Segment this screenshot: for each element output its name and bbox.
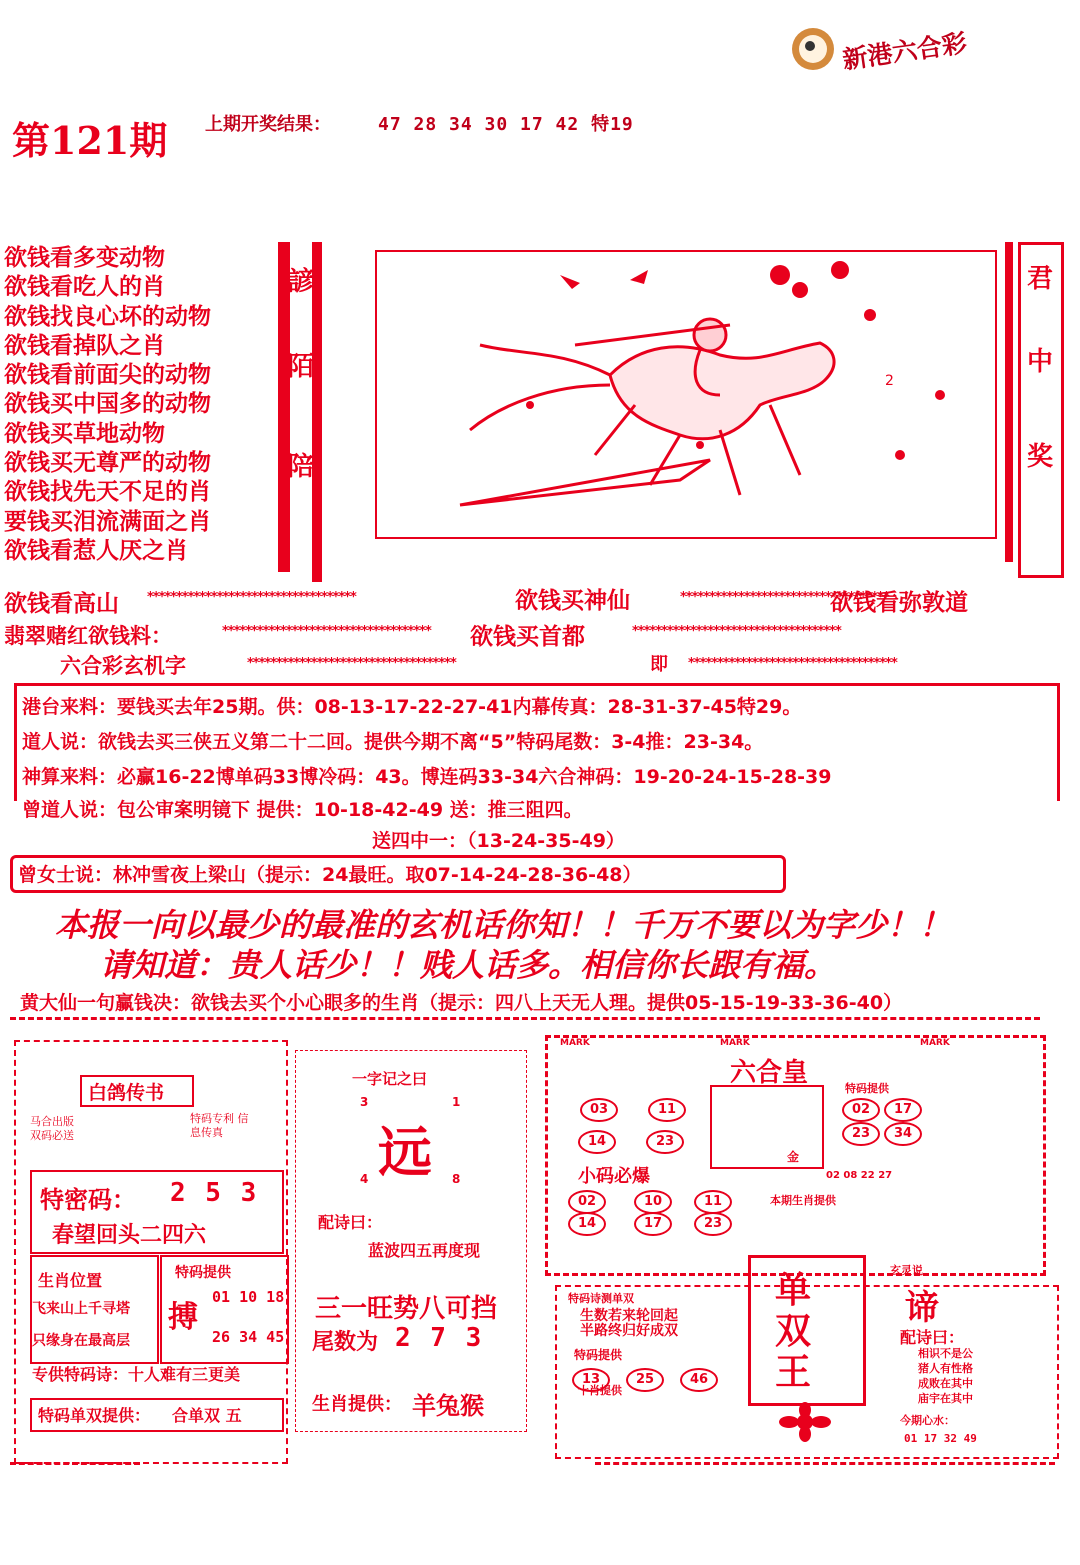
number-circle: 14 [578, 1130, 616, 1154]
number-circle: 25 [626, 1368, 664, 1392]
r-nums: 01 17 32 49 [904, 1432, 977, 1445]
r-line: 庙宇在其中 [918, 1392, 973, 1405]
riddle-item: 欲钱看多变动物 [4, 245, 165, 271]
stamp-text: 白鸽传书 [88, 1082, 165, 1104]
cut-line: 曾道人说：包公审案明镜下 提供：10-18-42-49 送：推三阻四。 [22, 799, 583, 821]
big-char-2: 双 [775, 1310, 812, 1352]
jade-label: 翡翠赌红欲钱料： [4, 624, 172, 648]
slogan-1: 本报一向以最少的最准的玄机话你知！！千万不要以为字少！！ [55, 906, 952, 944]
bottom-border-right [595, 1462, 1055, 1465]
mid-poem-label: 配诗曰： [318, 1213, 383, 1232]
number-circle: 11 [694, 1190, 732, 1214]
row-nums: 02 08 22 27 [826, 1170, 893, 1181]
horseman-illustration [380, 255, 990, 535]
gold-box [710, 1085, 824, 1169]
stars-row: ************************************ [680, 590, 889, 605]
banner-right-char: 君 [1026, 264, 1053, 294]
number-circle: 02 [842, 1098, 880, 1122]
sd-text-1: 生数若来轮回起 [580, 1308, 678, 1324]
mid-poem: 蓝波四五再度现 [368, 1241, 481, 1260]
tail-value: 2 7 3 [395, 1323, 484, 1353]
r-line: 成败在其中 [918, 1377, 973, 1390]
bo-char: 搏 [168, 1300, 198, 1335]
small-right-text: 特码专利 信息传真 [190, 1112, 249, 1139]
mid-num-4: 4 [360, 1172, 369, 1186]
mid-slogan: 三一旺势八可挡 [315, 1294, 498, 1324]
riddle-item: 欲钱看掉队之肖 [4, 332, 165, 359]
single-double-label: 特码单双提供： [38, 1406, 151, 1425]
number-circle: 10 [634, 1190, 672, 1214]
shensuan-line: 神算来料：必赢16-22博单码33博冷码：43。博连码33-34六合神码：19-20-24-15-28-39 [22, 766, 832, 788]
sd-label: 特码诗测单双 [568, 1292, 634, 1305]
slogan-2: 请知道：贵人话少！！贱人话多。相信你长跟有福。 [100, 946, 837, 984]
riddle-item: 欲钱买无尊严的动物 [4, 450, 211, 477]
riddle-item: 欲钱买中国多的动物 [4, 391, 211, 418]
mid-num-8: 8 [452, 1172, 461, 1186]
number-circle: 23 [842, 1122, 880, 1146]
sd-zodiac: 十肖提供 [578, 1384, 622, 1397]
big-char-3: 王 [775, 1351, 812, 1393]
number-circle: 03 [580, 1098, 618, 1122]
line-immortal: 欲钱买神仙 [515, 588, 630, 614]
r-title: 玄灵说 [890, 1264, 923, 1277]
mid-title: 一字记之曰 [352, 1070, 428, 1088]
mid-num-1: 1 [452, 1095, 461, 1109]
r-heart: 今期心水： [900, 1414, 955, 1427]
poem-line-2: 只缘身在最高层 [32, 1333, 130, 1349]
stars-row: ************************************ [222, 624, 431, 639]
pos-label: 生肖位置 [38, 1271, 103, 1290]
number-circle: 23 [694, 1212, 732, 1236]
tema-label: 特密码： [40, 1185, 136, 1214]
number-circle: 23 [646, 1130, 684, 1154]
r-line: 相识不是公 [918, 1347, 973, 1360]
banner-small-mark: 2 [885, 373, 894, 389]
number-circle: 46 [680, 1368, 718, 1392]
gold-char: 金 [787, 1150, 800, 1164]
mark-label: MARK [720, 1038, 750, 1048]
xuanji-end: 即 [650, 654, 668, 675]
riddle-item: 欲钱找先天不足的肖 [4, 479, 211, 506]
zodiac-value: 羊兔猴 [412, 1391, 484, 1420]
xuanji-label: 六合彩玄机字 [60, 654, 186, 678]
riddle-item: 欲钱看前面尖的动物 [4, 362, 211, 389]
riddle-item: 要钱买泪流满面之肖 [4, 508, 211, 535]
poem-line-1: 飞来山上千寻塔 [32, 1301, 130, 1317]
right-title: 六合皇 [730, 1058, 809, 1088]
line-capital: 欲钱买首都 [470, 624, 585, 650]
r-char: 谛 [905, 1288, 939, 1328]
tema-value: 2 5 3 [170, 1178, 259, 1208]
huang-line: 黄大仙一句赢钱决：欲钱去买个小心眼多的生肖（提示：四八上天无人理。提供05-15-19-33-36-40） [20, 992, 903, 1014]
banner-left-char: 陪 [287, 452, 314, 482]
r-line: 猪人有性格 [918, 1362, 973, 1375]
banner-left-char: 諺 [287, 267, 314, 297]
stars-row: ************************************ [147, 590, 356, 605]
stars-row: ************************************ [247, 656, 456, 671]
zodiac-label: 生肖提供： [312, 1394, 402, 1415]
brand-logo [790, 18, 1040, 78]
provide-nums-2: 26 34 45 [212, 1328, 285, 1346]
number-circle: 17 [884, 1098, 922, 1122]
sd-provide: 特码提供 [574, 1348, 623, 1362]
zeng-line: 曾女士说：林冲雪夜上梁山（提示：24最旺。取07-14-24-28-36-48） [18, 864, 642, 886]
tail-label: 尾数为 [312, 1330, 379, 1355]
line-maitreya: 欲钱看弥敦道 [830, 590, 968, 616]
banner-right-char: 中 [1026, 347, 1053, 377]
last-result-label: 上期开奖结果： [205, 114, 331, 135]
riddle-item: 欲钱找良心坏的动物 [4, 303, 211, 330]
banner-right-pillar [1005, 242, 1013, 562]
issue-number: 第121期 [12, 118, 168, 163]
riddle-item: 欲钱看惹人厌之肖 [4, 537, 188, 564]
number-circle: 02 [568, 1190, 606, 1214]
provide-nums-1: 01 10 18 [212, 1288, 285, 1306]
number-circle: 34 [884, 1122, 922, 1146]
special-provide-label: 特码提供 [845, 1082, 889, 1095]
last-result-numbers: 47 28 34 30 17 42 特19 [378, 114, 634, 135]
period-label: 本期生肖提供 [770, 1194, 836, 1207]
riddle-item: 欲钱买草地动物 [4, 420, 165, 447]
mid-num-3: 3 [360, 1095, 369, 1109]
mark-label: MARK [560, 1038, 590, 1048]
number-circle: 14 [568, 1212, 606, 1236]
r-poem-label: 配诗曰： [900, 1328, 965, 1347]
stars-row: ************************************ [688, 656, 897, 671]
gangtai-line: 港台来料：要钱买去年25期。供：08-13-17-22-27-41内幕传真：28-31-37-45特29。 [22, 696, 802, 718]
yin-yang-icon [790, 26, 836, 72]
big-char-1: 单 [775, 1269, 812, 1311]
send-four: 送四中一：（13-24-35-49） [372, 830, 625, 852]
divider [10, 1017, 1040, 1020]
banner-left-char: 陌 [287, 352, 314, 382]
flower-icon [775, 1402, 835, 1442]
riddle-list [4, 244, 274, 566]
mark-label: MARK [920, 1038, 950, 1048]
small-left-text: 马合出版 双码必送 [30, 1115, 74, 1142]
brand-name: 新港六合彩 [840, 28, 969, 75]
small-must-text: 小码必爆 [578, 1166, 650, 1187]
banner-right-char: 奖 [1026, 442, 1053, 472]
daoren-line: 道人说：欲钱去买三侠五义第二十二回。提供今期不离“5”特码尾数：3-4推：23-34。 [22, 731, 764, 753]
number-circle: 11 [648, 1098, 686, 1122]
bottom-border-left [10, 1462, 140, 1465]
single-double-value: 合单双 五 [172, 1406, 242, 1425]
number-circle: 13 [572, 1368, 610, 1392]
riddle-item: 欲钱看吃人的肖 [4, 274, 165, 301]
mid-char: 远 [378, 1120, 432, 1184]
number-circle: 17 [634, 1212, 672, 1236]
special-poem: 专供特码诗：十人难有三更美 [32, 1365, 241, 1384]
sd-text-2: 半路终归好成双 [580, 1323, 678, 1339]
spring-text: 春望回头二四六 [52, 1223, 207, 1248]
stars-row: ************************************ [632, 624, 841, 639]
tema-provide-label: 特码提供 [175, 1265, 231, 1281]
line-high-mountain: 欲钱看高山 [4, 591, 119, 617]
